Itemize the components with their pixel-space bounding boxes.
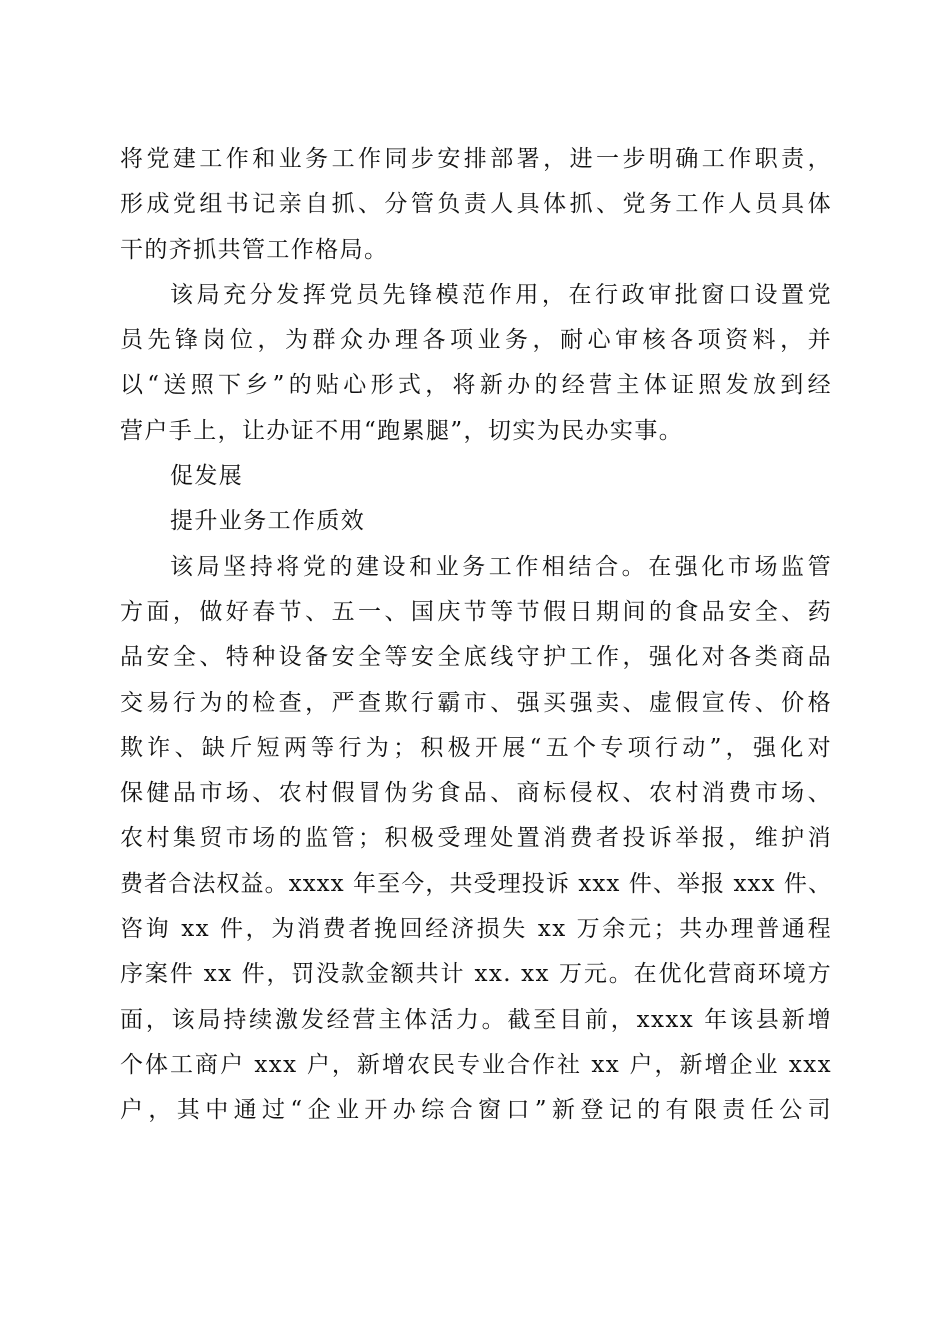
text-line: 该局充分发挥党员先锋模范作用，在行政审批窗口设置党 [170, 281, 832, 308]
section-subheading: 提升业务工作质效 [170, 508, 366, 535]
text-line: 个体工商户 xxx 户，新增农民专业合作社 xx 户，新增企业 xxx [120, 1051, 832, 1078]
document-body [120, 137, 832, 1134]
text-line: 以“送照下乡”的贴心形式，将新办的经营主体证照发放到经 [120, 372, 832, 399]
section-heading: 促发展 [170, 463, 244, 490]
text-line: 形成党组书记亲自抓、分管负责人具体抓、党务工作人员具体 [120, 191, 832, 218]
text-line: 农村集贸市场的监管；积极受理处置消费者投诉举报，维护消 [120, 825, 832, 852]
text-line: 户，其中通过“企业开办综合窗口”新登记的有限责任公司 [120, 1097, 832, 1124]
text-line: 交易行为的检查，严查欺行霸市、强买强卖、虚假宣传、价格 [120, 689, 832, 716]
text-line: 干的齐抓共管工作格局。 [120, 236, 389, 263]
text-line: 面，该局持续激发经营主体活力。截至目前，xxxx 年该县新增 [120, 1006, 832, 1033]
text-line: 方面，做好春节、五一、国庆节等节假日期间的食品安全、药 [120, 598, 832, 625]
text-line: 该局坚持将党的建设和业务工作相结合。在强化市场监管 [170, 553, 832, 580]
text-line: 欺诈、缺斤短两等行为；积极开展“五个专项行动”，强化对 [120, 734, 832, 761]
text-line: 营户手上，让办证不用“跑累腿”，切实为民办实事。 [120, 417, 684, 444]
text-line: 员先锋岗位，为群众办理各项业务，耐心审核各项资料，并 [120, 327, 832, 354]
text-line: 将党建工作和业务工作同步安排部署，进一步明确工作职责， [120, 146, 832, 172]
text-line: 品安全、特种设备安全等安全底线守护工作，强化对各类商品 [120, 644, 832, 671]
text-line: 保健品市场、农村假冒伪劣食品、商标侵权、农村消费市场、 [120, 780, 832, 807]
text-line: 费者合法权益。xxxx 年至今，共受理投诉 xxx 件、举报 xxx 件、 [120, 870, 832, 897]
text-line: 序案件 xx 件，罚没款金额共计 xx. xx 万元。在优化营商环境方 [120, 961, 832, 988]
text-line: 咨询 xx 件，为消费者挽回经济损失 xx 万余元；共办理普通程 [120, 916, 832, 943]
